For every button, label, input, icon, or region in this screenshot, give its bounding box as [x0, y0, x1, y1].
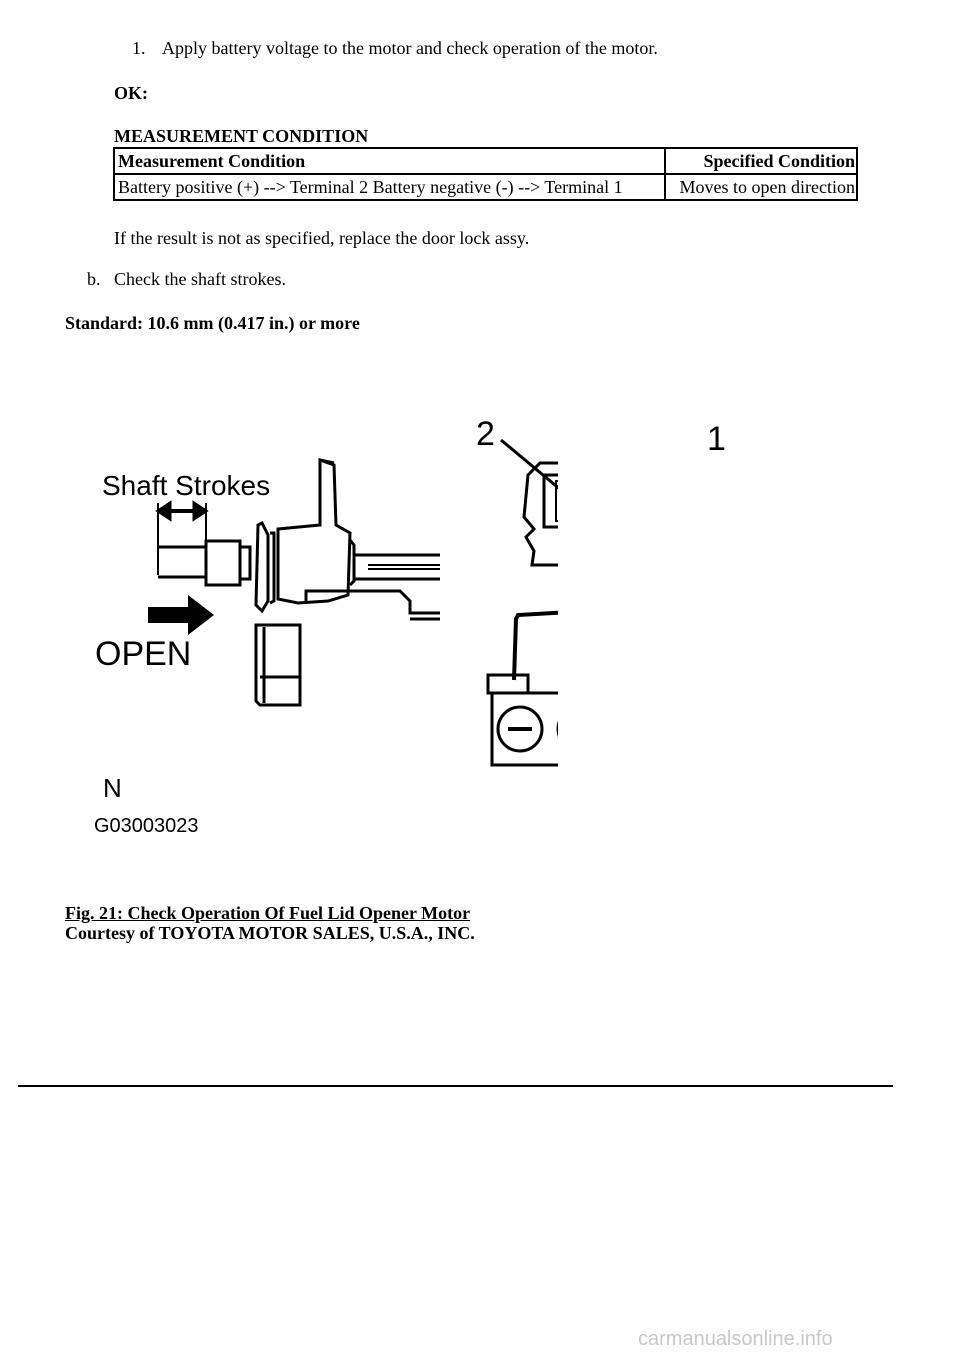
table-header-cell: Measurement Condition	[114, 148, 665, 174]
battery-icon	[488, 675, 558, 765]
connector-icon	[524, 423, 558, 565]
double-arrow-icon	[158, 503, 206, 575]
shaft-strokes-label: Shaft Strokes	[102, 470, 271, 501]
measurement-table	[113, 147, 858, 201]
table-header-row	[114, 148, 857, 174]
table-cell: Battery positive (+) --> Terminal 2 Battery negative (-) --> Terminal 1	[114, 174, 665, 200]
standard-spec: Standard: 10.6 mm (0.417 in.) or more	[65, 313, 360, 333]
figure-caption-title: Fig. 21: Check Operation Of Fuel Lid Opener Motor	[65, 903, 471, 923]
table-header-cell: Specified Condition	[665, 148, 857, 174]
page-divider	[18, 1085, 893, 1087]
table-cell: Moves to open direction	[665, 174, 857, 200]
table-row	[114, 174, 857, 200]
open-label: OPEN	[95, 635, 192, 673]
step-number: 1.	[132, 38, 146, 58]
step-text: Apply battery voltage to the motor and check operation of the motor.	[162, 38, 658, 58]
terminal-1-label: 1	[707, 420, 726, 458]
figure-code: G03003023	[94, 815, 199, 837]
ok-label: OK:	[114, 83, 148, 103]
n-label: N	[103, 773, 122, 803]
figure-courtesy: Courtesy of TOYOTA MOTOR SALES, U.S.A., INC.	[65, 923, 475, 943]
result-note: If the result is not as specified, replace the door lock assy.	[114, 228, 530, 248]
arrow-right-icon	[148, 595, 214, 635]
watermark: carmanualsonline.info	[638, 1328, 833, 1350]
step-b-text: Check the shaft strokes.	[114, 269, 286, 289]
step-letter: b.	[87, 269, 101, 289]
terminal-2-label: 2	[476, 415, 495, 453]
measurement-heading: MEASUREMENT CONDITION	[114, 126, 369, 146]
